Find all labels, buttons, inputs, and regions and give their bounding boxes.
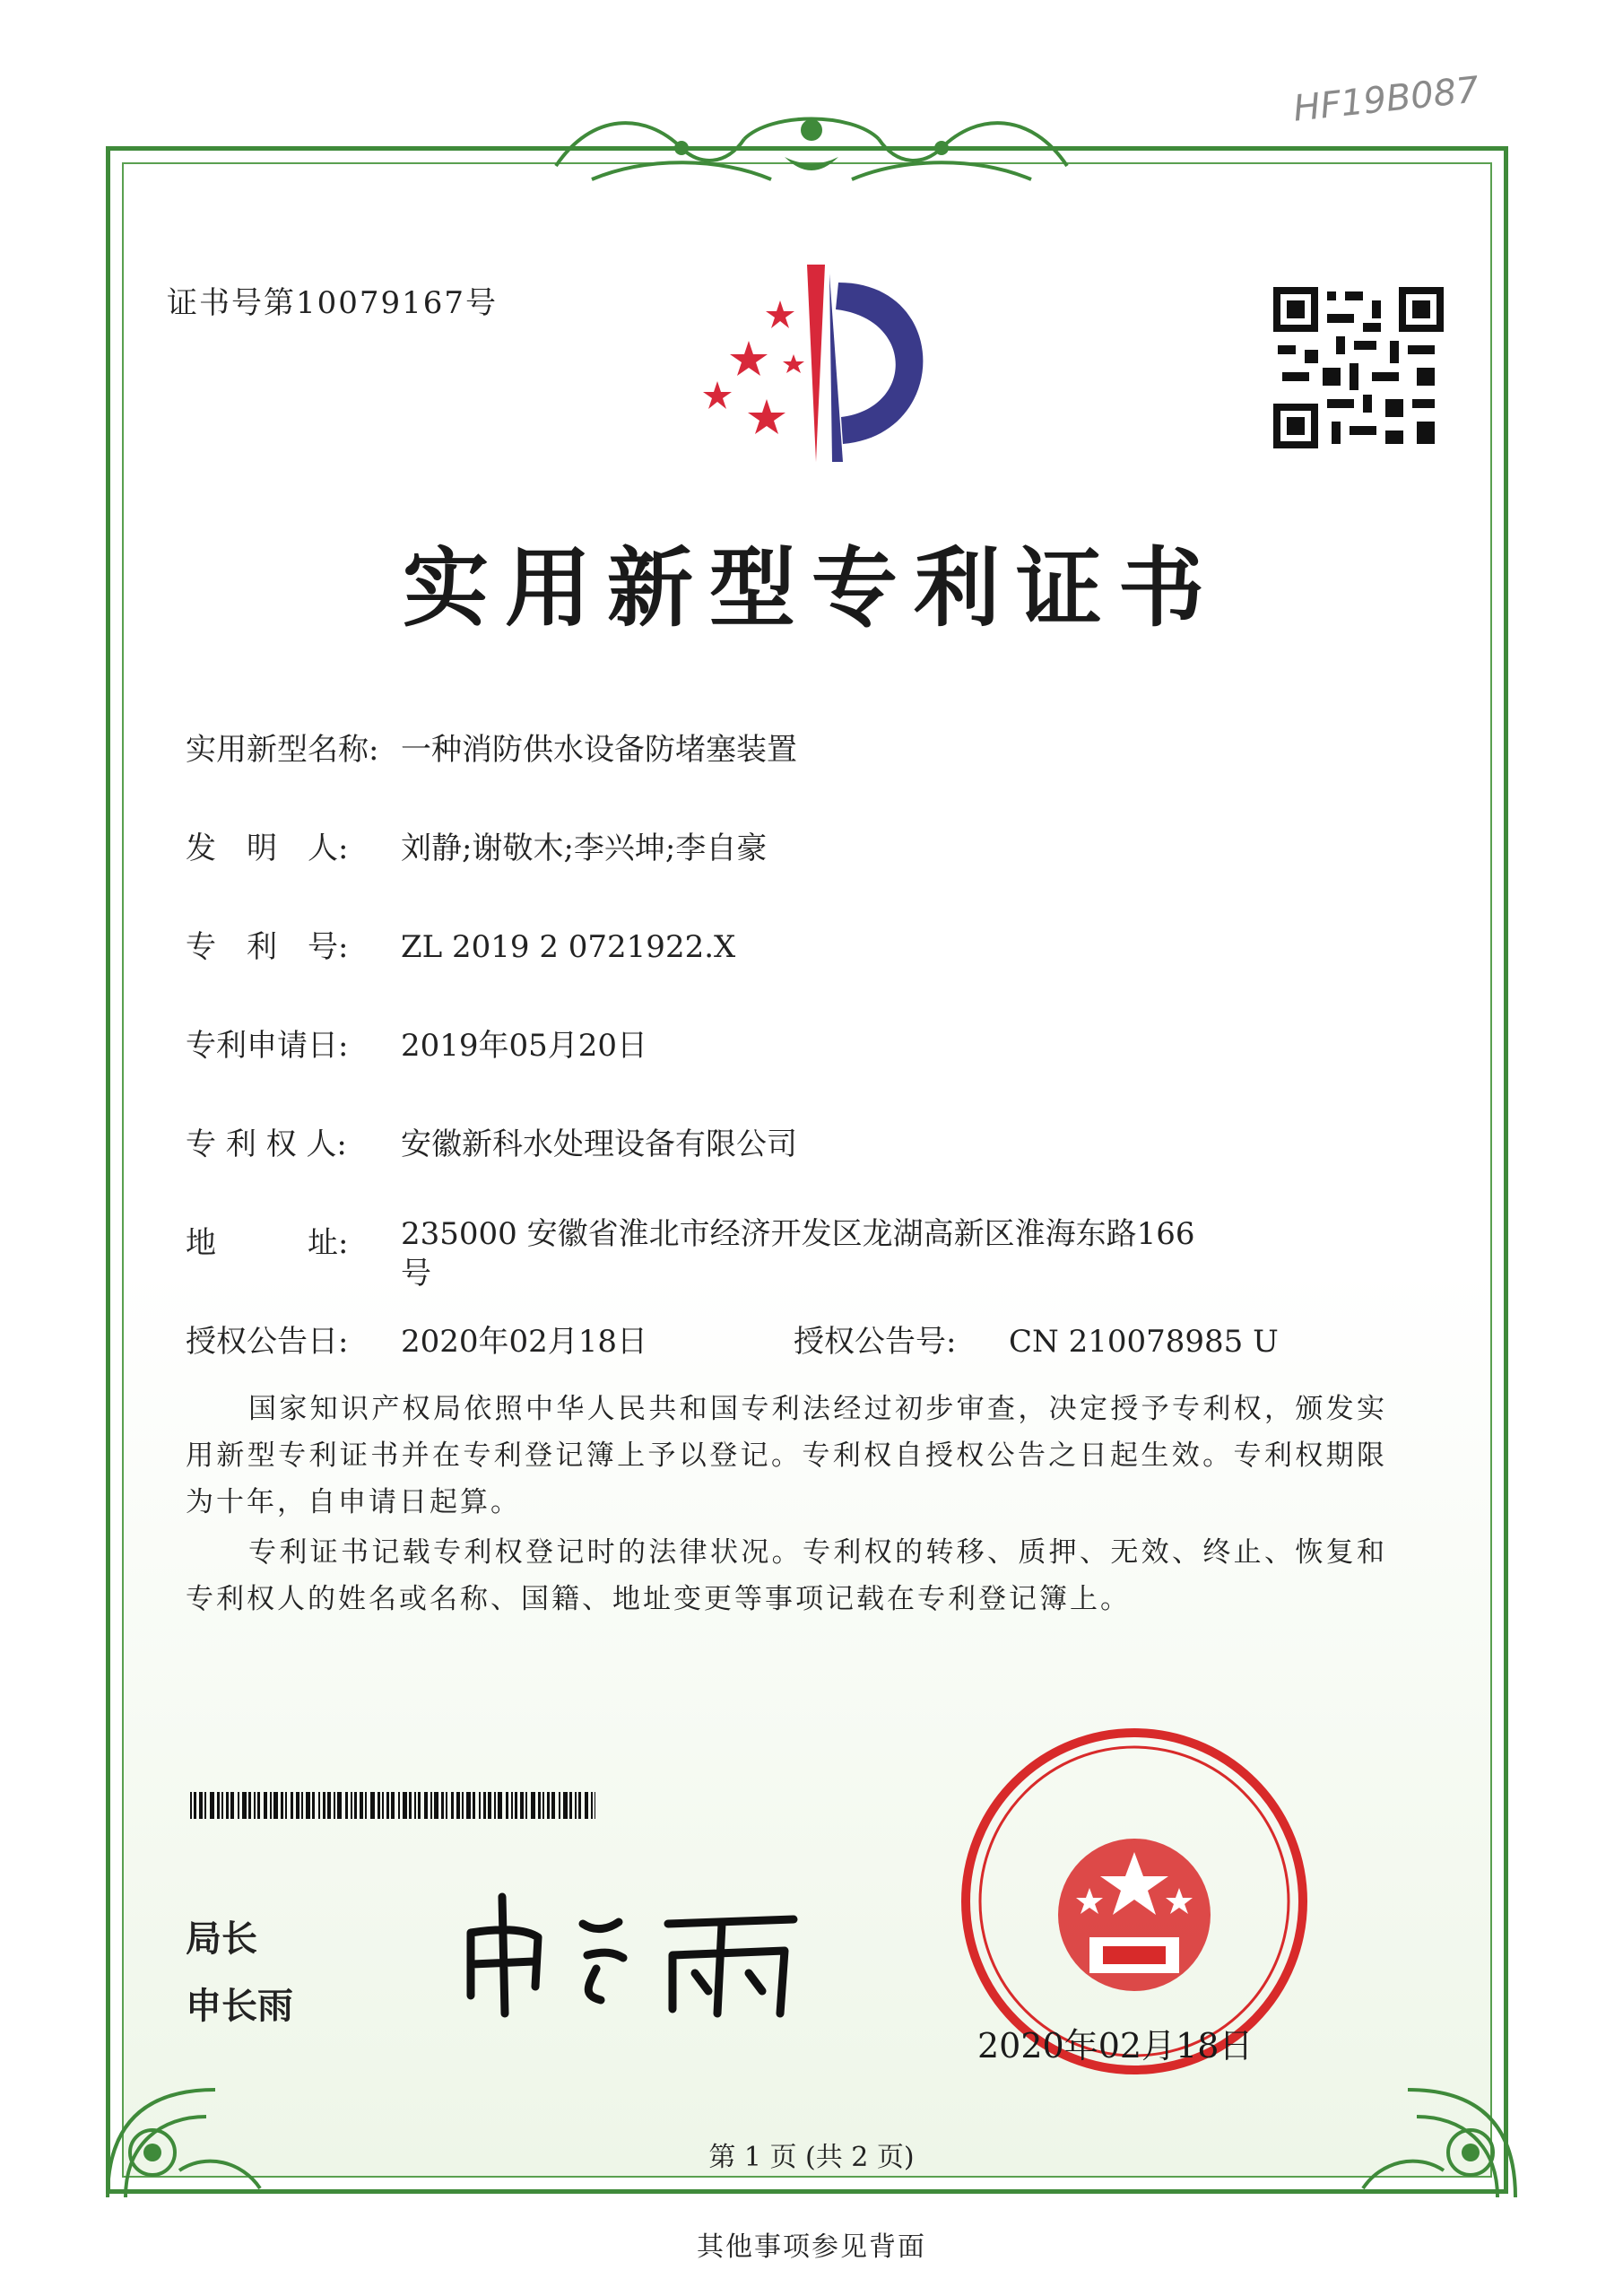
field-grant-no: [794, 1317, 1279, 1361]
top-ornament: [538, 94, 1085, 202]
field-label: 地 址:: [186, 1225, 349, 1261]
field-value: 2020年02月18日: [401, 1324, 648, 1360]
certificate-title: 实用新型专利证书: [403, 537, 1220, 639]
field-label: 发 明 人:: [186, 831, 349, 866]
field-patent-no: [186, 922, 735, 966]
cnipa-logo: [681, 265, 950, 471]
field-value: CN 210078985 U: [1009, 1324, 1279, 1360]
field-value: 一种消防供水设备防堵塞装置: [401, 732, 797, 768]
field-label: 实用新型名称:: [186, 732, 379, 768]
field-grant-date: [186, 1317, 647, 1361]
director-title: 局长: [186, 1918, 257, 1960]
field-address-value: 235000 安徽省淮北市经济开发区龙湖高新区淮海东路166号: [401, 1216, 1195, 1292]
field-utility-name: [186, 725, 797, 769]
field-label: 授权公告号:: [794, 1324, 957, 1360]
field-value: ZL 2019 2 0721922.X: [401, 929, 736, 965]
field-value: 安徽新科水处理设备有限公司: [401, 1126, 797, 1162]
field-address: [186, 1218, 401, 1262]
field-label: 专 利 权 人:: [186, 1126, 347, 1162]
field-inventors: [186, 823, 767, 867]
barcode: [190, 1792, 595, 1819]
qr-code: [1273, 287, 1444, 448]
field-label: 授权公告日:: [186, 1324, 349, 1360]
field-application-date: [186, 1021, 647, 1065]
field-value: 刘静;谢敬木;李兴坤;李自豪: [401, 831, 768, 866]
statement-paragraph-2: 专利证书记载专利权登记时的法律状况。专利权的转移、质押、无效、终止、恢复和专利权人的姓名或名称、国籍、地址变更等事项记载在专利登记簿上。: [186, 1536, 1387, 1615]
field-label: 专 利 号:: [186, 929, 349, 965]
handwritten-note: HF19B087: [1291, 69, 1481, 130]
certificate-number: 证书号第10079167号: [167, 285, 499, 321]
statement-paragraph-1: 国家知识产权局依照中华人民共和国专利法经过初步审查，决定授予专利权，颁发实用新型专利证书并在专利登记簿上予以登记。专利权自授权公告之日起生效。专利权期限为十年，自申请日起算。: [186, 1393, 1387, 1518]
director-signature: [453, 1888, 812, 2022]
seal-date: 2020年02月18日: [977, 2026, 1254, 2066]
footer-note: 其他事项参见背面: [697, 2231, 926, 2263]
field-value: 2019年05月20日: [401, 1028, 648, 1064]
bottom-right-ornament: [1354, 2036, 1533, 2215]
field-label: 专利申请日:: [186, 1028, 349, 1064]
director-name: 申长雨: [186, 1986, 293, 2027]
bottom-left-ornament: [90, 2036, 269, 2215]
field-patentee: [186, 1119, 797, 1163]
page-number: 第 1 页 (共 2 页): [708, 2142, 915, 2173]
